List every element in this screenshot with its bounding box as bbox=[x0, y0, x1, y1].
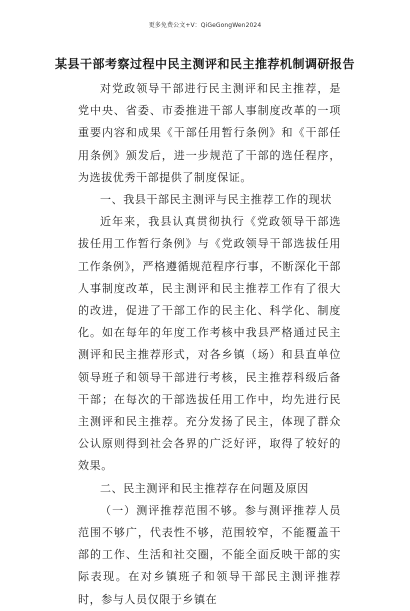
document-body bbox=[78, 78, 341, 611]
document-title: 某县干部考察过程中民主测评和民主推荐机制调研报告 bbox=[54, 57, 355, 71]
paragraph-problems: （一）测评推荐范围不够。参与测评推荐人员范围不够广，代表性不够，范围较窄，不能覆盖干部的工作、生活和社交圈，不能全面反映干部的实际表现。在对乡镇班子和领导干部民主测评推荐时，参与人员仅限于乡镇在 bbox=[78, 503, 341, 606]
section-heading-2: 二、民主测评和民主推荐存在问题及原因 bbox=[100, 481, 309, 495]
section-heading-1: 一、我县干部民主测评与民主推荐工作的现状 bbox=[100, 193, 332, 207]
paragraph-status: 近年来，我县认真贯彻执行《党政领导干部选拔任用工作暂行条例》与《党政领导干部选拔任用工作条例》，严格遵循规范程序行事，不断深化干部人事制度改革，民主测评和民主推荐工作有了很大的改进，促进了干部工作的民主化、科学化、制度化。如在每年的年度工作考核中我县严格通过民主测评和民主推荐形式，对各乡镇（场）和县直单位领导班子和领导干部进行考核，民主推荐科级后备干部；在每次的干部选拔任用工作中，均先进行民主测评和民主推荐。充分发扬了民主，体现了群众公认原则得到社会各界的广泛好评，取得了较好的效果。 bbox=[78, 215, 341, 473]
paragraph-intro: 对党政领导干部进行民主测评和民主推荐，是党中央、省委、市委推进干部人事制度改革的一项重要内容和成果《干部任用暂行条例》和《干部任用条例》颁发后，进一步规范了干部的选任程序，为选拔优秀干部提供了制度保证。 bbox=[78, 82, 341, 184]
header-note: 更多免费公文+V：QiGeGongWen2024 bbox=[148, 22, 262, 29]
